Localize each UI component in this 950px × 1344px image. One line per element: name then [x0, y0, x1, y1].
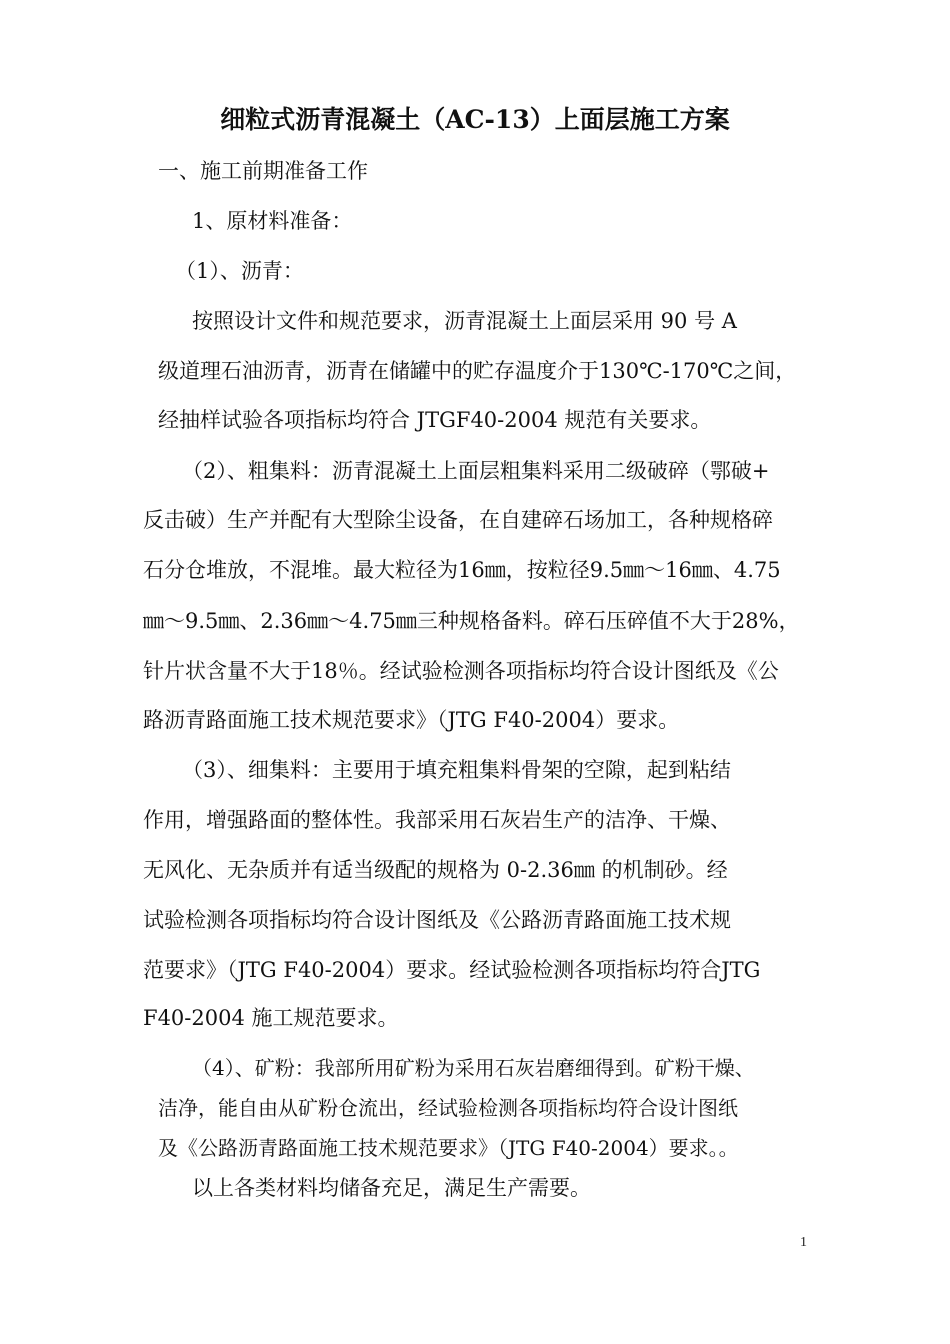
paragraph-line: 针片状含量不大于18％。经试验检测各项指标均符合设计图纸及《公: [143, 659, 779, 683]
page-number: 1: [800, 1235, 807, 1250]
paragraph-line: （4）、矿粉：我部所用矿粉为采用石灰岩磨细得到。矿粉干燥、: [192, 1056, 755, 1080]
paragraph-line: 按照设计文件和规范要求，沥青混凝土上面层采用 90 号 A: [192, 309, 737, 333]
paragraph-line: 及《公路沥青路面施工技术规范要求》（JTG F40-2004）要求。。: [158, 1136, 739, 1160]
paragraph-line: 级道理石油沥青，沥青在储罐中的贮存温度介于130℃-170℃之间，: [158, 359, 797, 383]
document-title: 细粒式沥青混凝土（AC-13）上面层施工方案: [220, 105, 730, 134]
conclusion-line: 以上各类材料均储备充足，满足生产需要。: [192, 1176, 591, 1200]
paragraph-line: 经抽样试验各项指标均符合 JTGF40-2004 规范有关要求。: [158, 408, 712, 432]
paragraph-line: 试验检测各项指标均符合设计图纸及《公路沥青路面施工技术规: [143, 908, 731, 932]
section-heading: 一、施工前期准备工作: [158, 159, 368, 183]
paragraph-line: 范要求》（JTG F40-2004）要求。经试验检测各项指标均符合JTG: [143, 958, 761, 982]
item-heading-asphalt: （1）、沥青：: [175, 259, 304, 283]
paragraph-line: （2）、粗集料：沥青混凝土上面层粗集料采用二级破碎（鄂破+: [182, 459, 770, 483]
paragraph-line: 无风化、无杂质并有适当级配的规格为 0-2.36㎜ 的机制砂。经: [143, 858, 728, 882]
paragraph-line: F40-2004 施工规范要求。: [143, 1006, 399, 1030]
paragraph-line: ㎜～9.5㎜、2.36㎜～4.75㎜三种规格备料。碎石压碎值不大于28%，: [143, 609, 800, 633]
paragraph-line: 作用，增强路面的整体性。我部采用石灰岩生产的洁净、干燥、: [143, 808, 731, 832]
subsection-heading: 1、原材料准备：: [192, 209, 353, 233]
paragraph-line: （3）、细集料：主要用于填充粗集料骨架的空隙，起到粘结: [182, 758, 731, 782]
paragraph-line: 反击破）生产并配有大型除尘设备，在自建碎石场加工，各种规格碎: [143, 508, 773, 532]
paragraph-line: 洁净，能自由从矿粉仓流出，经试验检测各项指标均符合设计图纸: [158, 1096, 738, 1120]
paragraph-line: 路沥青路面施工技术规范要求》（JTG F40-2004）要求。: [143, 708, 680, 732]
paragraph-line: 石分仓堆放，不混堆。最大粒径为16㎜，按粒径9.5㎜～16㎜、4.75: [143, 558, 781, 582]
